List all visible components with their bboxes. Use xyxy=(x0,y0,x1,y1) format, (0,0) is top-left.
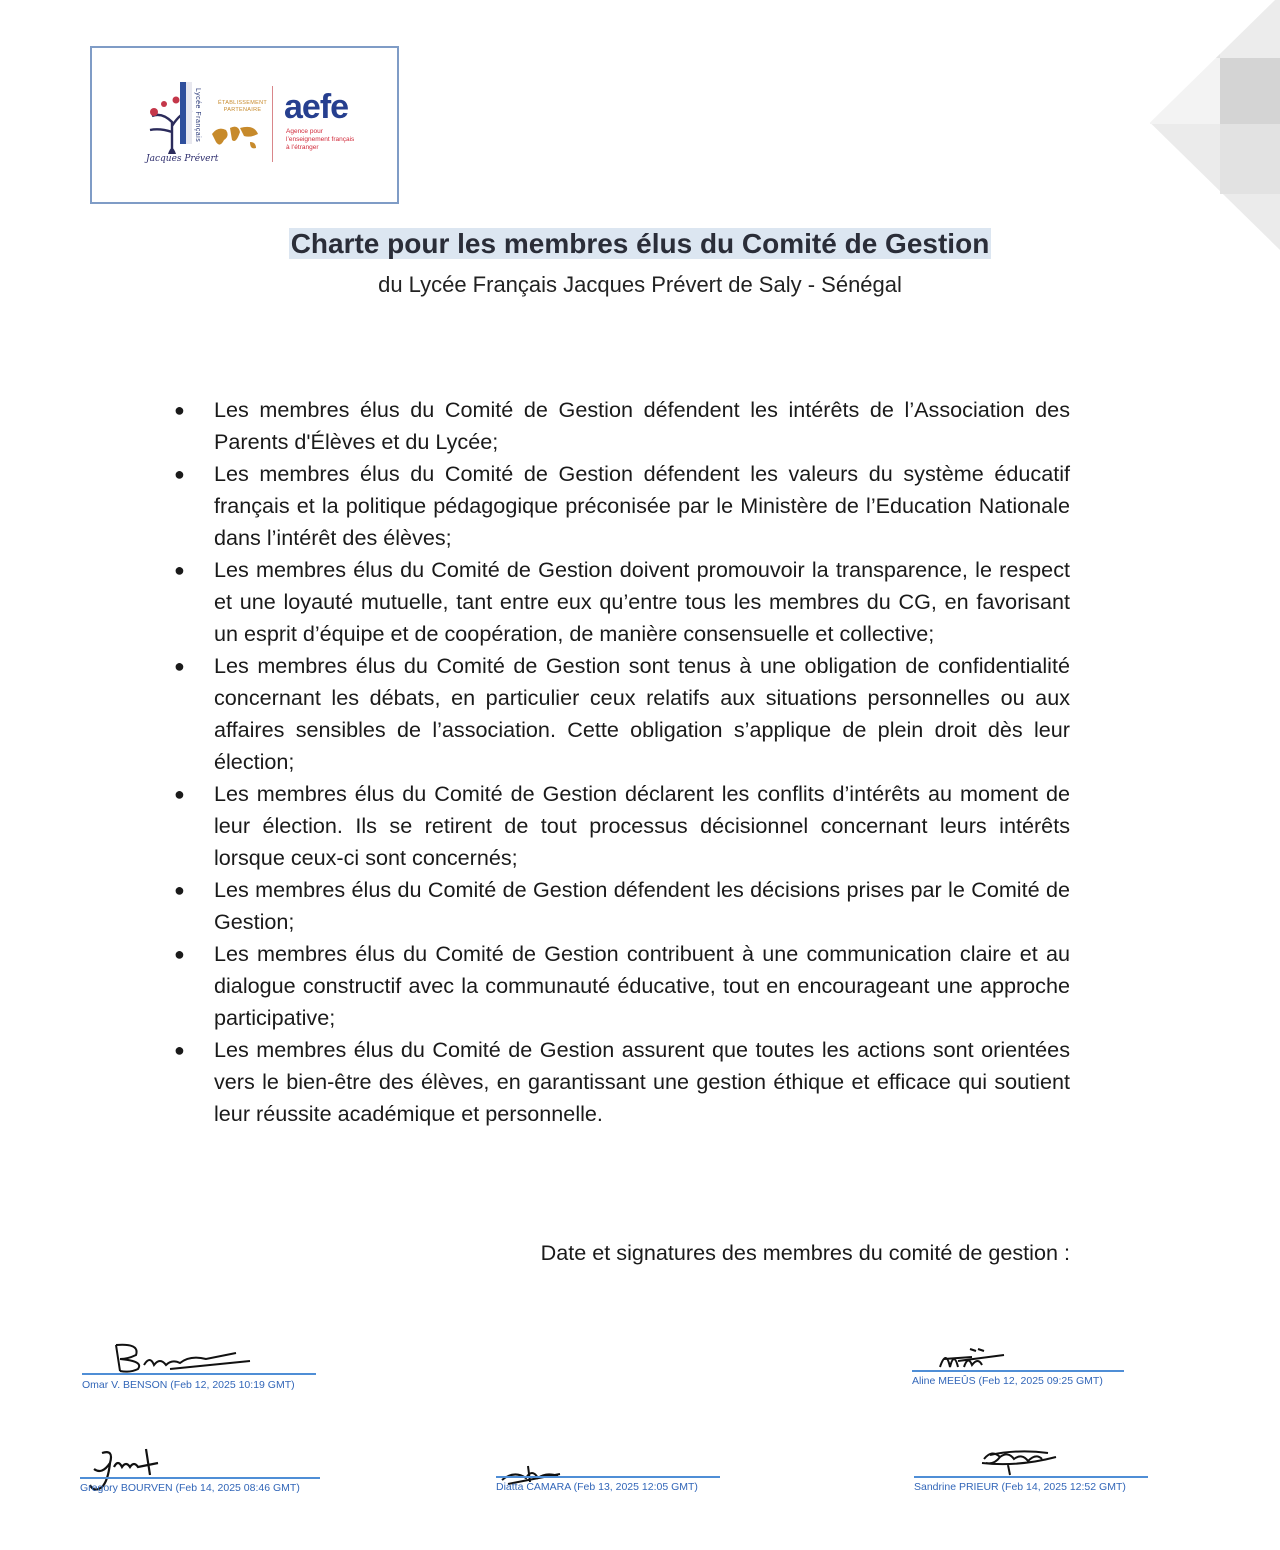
partner-label: ÉTABLISSEMENT PARTENAIRE xyxy=(218,100,268,113)
handwritten-signature xyxy=(978,1445,1068,1477)
aefe-subtitle: Agence pour l’enseignement français à l’étranger xyxy=(286,128,355,151)
handwritten-signature xyxy=(110,1335,270,1375)
signature-heading: Date et signatures des membres du comité de gestion : xyxy=(540,1240,1070,1265)
school-logo xyxy=(90,46,399,204)
list-item: ● Les membres élus du Comité de Gestion assurent que toutes les actions sont orientées vers le bien-être des élèves, en garantissant une gestion éthique et efficace qui soutient leur réussite académique et personnelle. xyxy=(170,1034,1070,1130)
bullet-icon: ● xyxy=(174,560,185,580)
list-item: ● Les membres élus du Comité de Gestion défendent les intérêts de l’Association des Parents d'Élèves et du Lycée; xyxy=(170,394,1070,458)
charter-list xyxy=(170,394,1070,1130)
baobab-tree-icon xyxy=(142,82,198,158)
bullet-icon: ● xyxy=(174,784,185,804)
lycee-vertical-text: Lycée Français xyxy=(194,88,201,143)
aefe-logo-text: aefe xyxy=(284,88,349,126)
list-item: ● Les membres élus du Comité de Gestion doivent promouvoir la transparence, le respect et une loyauté mutuelle, tant entre eux qu’entre tous les membres du CG, en favorisant un esprit d’équipe et de coopération, de manière consensuelle et collective; xyxy=(170,554,1070,650)
signature-label: Gregory BOURVEN (Feb 14, 2025 08:46 GMT) xyxy=(80,1482,300,1494)
bullet-icon: ● xyxy=(174,880,185,900)
lycee-caption: Jacques Prévert xyxy=(146,154,219,164)
list-item: ● Les membres élus du Comité de Gestion contribuent à une communication claire et au dialogue constructif avec la communauté éducative, tout en encourageant une approche participative; xyxy=(170,938,1070,1034)
bullet-icon: ● xyxy=(174,400,185,420)
document-subtitle: du Lycée Français Jacques Prévert de Saly - Sénégal xyxy=(378,272,902,297)
page-corner-decoration xyxy=(1020,0,1280,250)
list-item: ● Les membres élus du Comité de Gestion sont tenus à une obligation de confidentialité concernant les débats, en particulier ceux relatifs aux situations personnelles ou aux affaires sensibles de l’association. Cette obligation s’applique de plein droit dès leur élection; xyxy=(170,650,1070,778)
signature-label: Aline MEEÛS (Feb 12, 2025 09:25 GMT) xyxy=(912,1375,1103,1387)
list-item: ● Les membres élus du Comité de Gestion défendent les valeurs du système éducatif français et la politique pédagogique préconisée par le Ministère de l’Education Nationale dans l’intérêt des élèves; xyxy=(170,458,1070,554)
list-item: ● Les membres élus du Comité de Gestion déclarent les conflits d’intérêts au moment de leur élection. Ils se retirent de tout processus décisionnel concernant leurs intérêts lorsque ceux-ci sont concernés; xyxy=(170,778,1070,874)
signature-label: Omar V. BENSON (Feb 12, 2025 10:19 GMT) xyxy=(82,1379,295,1391)
list-item: ● Les membres élus du Comité de Gestion défendent les décisions prises par le Comité de Gestion; xyxy=(170,874,1070,938)
signature-label: Sandrine PRIEUR (Feb 14, 2025 12:52 GMT) xyxy=(914,1481,1126,1493)
bullet-icon: ● xyxy=(174,944,185,964)
bullet-icon: ● xyxy=(174,656,185,676)
logo-separator xyxy=(272,86,273,162)
bullet-icon: ● xyxy=(174,1040,185,1060)
document-title: Charte pour les membres élus du Comité de Gestion xyxy=(290,228,990,259)
bullet-icon: ● xyxy=(174,464,185,484)
world-map-icon xyxy=(210,122,260,152)
signature-label: Diatta CAMARA (Feb 13, 2025 12:05 GMT) xyxy=(496,1481,698,1493)
